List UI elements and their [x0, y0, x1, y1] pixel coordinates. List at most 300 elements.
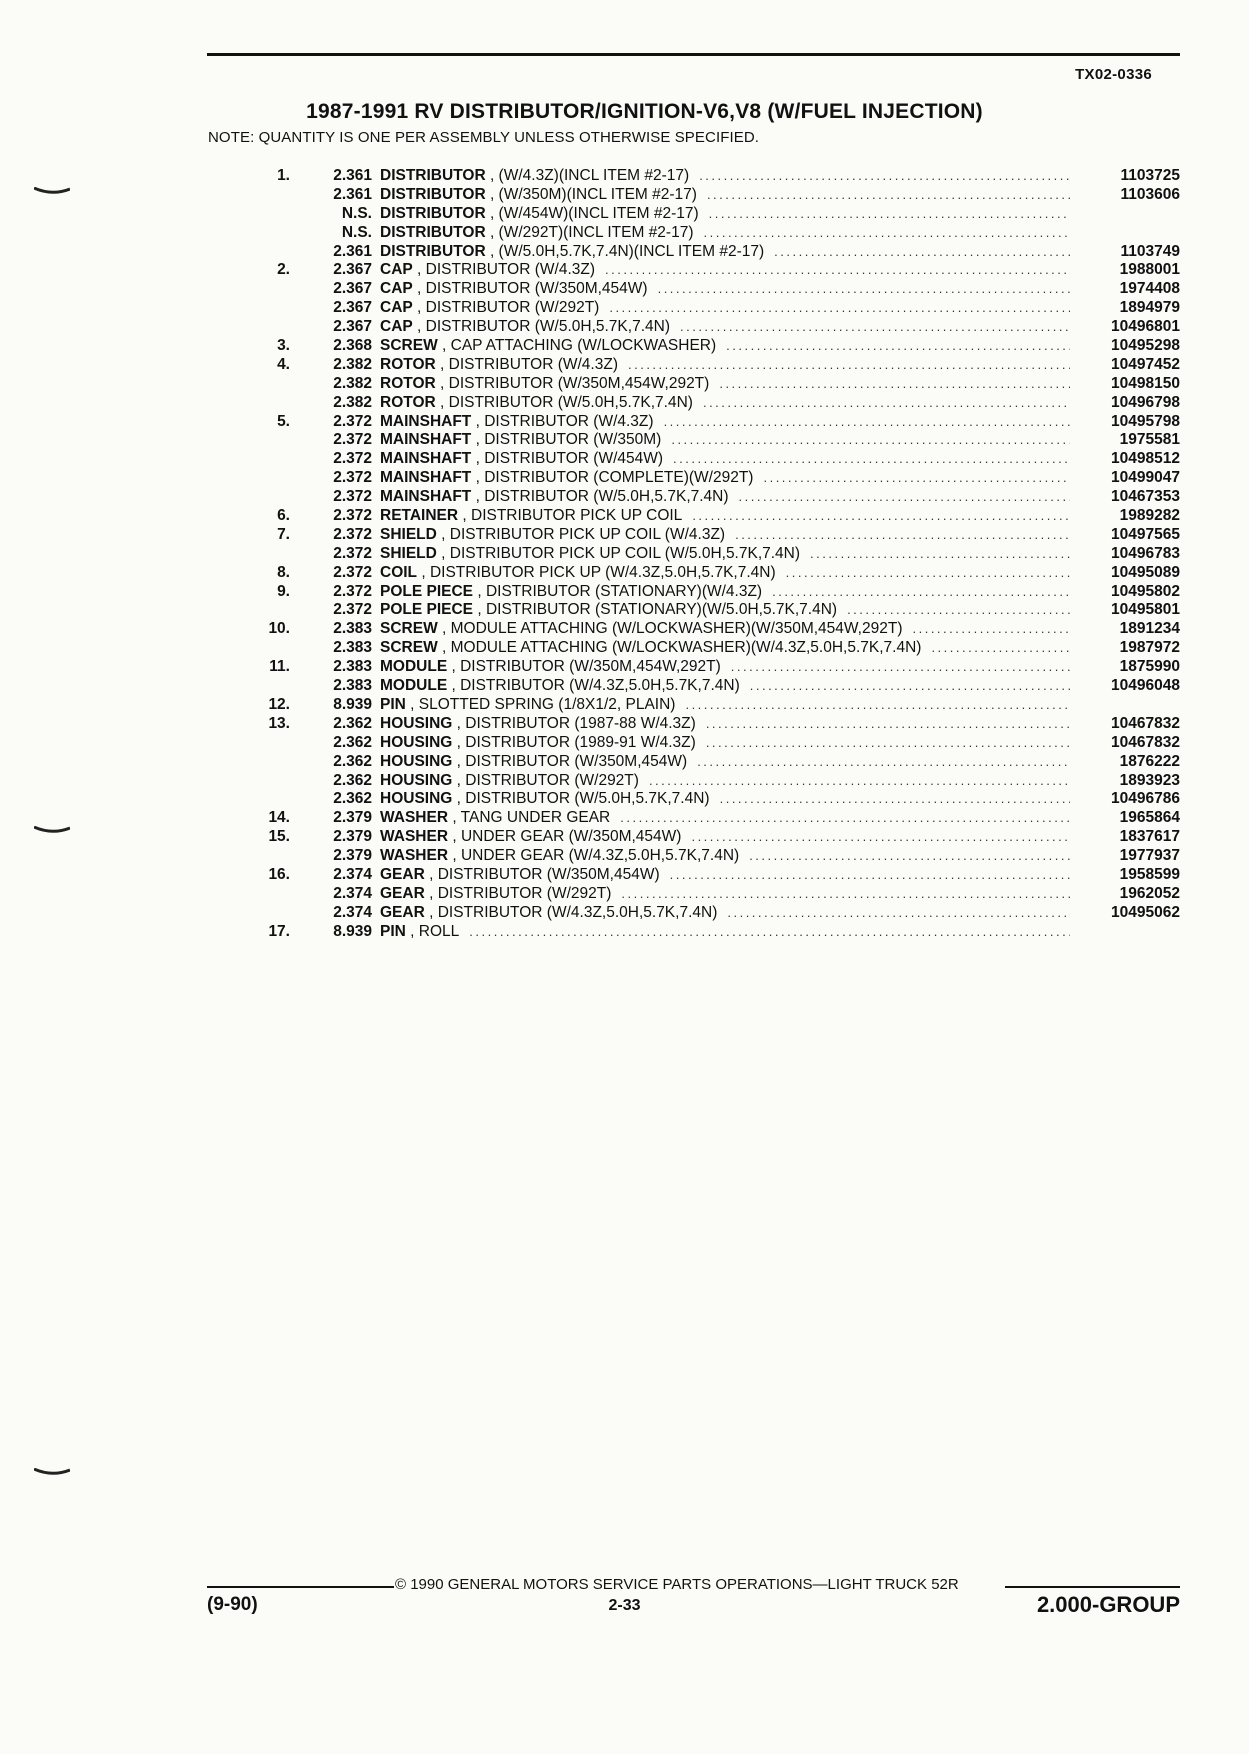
part-row [235, 224, 1180, 243]
part-row [235, 375, 1180, 394]
part-row [235, 431, 1180, 450]
part-name: GEAR [380, 865, 425, 883]
group-number: 2.382 [333, 355, 372, 373]
part-description [380, 299, 599, 318]
item-number: 10. [268, 620, 290, 638]
leader-dots [931, 639, 1070, 658]
group-number: 2.379 [333, 809, 372, 827]
part-number: 10496798 [1111, 393, 1180, 411]
part-detail: , DISTRIBUTOR (W/292T) [412, 299, 600, 317]
leader-dots [685, 696, 1070, 715]
part-name: MAINSHAFT [380, 488, 472, 506]
part-description [380, 639, 921, 658]
part-row [235, 715, 1180, 734]
part-detail: , (W/4.3Z)(INCL ITEM #2-17) [485, 167, 690, 184]
leader-dots [707, 186, 1070, 205]
part-row [235, 394, 1180, 413]
part-detail: , DISTRIBUTOR (W/5.0H,5.7K,7.4N) [435, 393, 693, 411]
part-description [380, 828, 681, 847]
part-detail: , DISTRIBUTOR (W/350M,454W) [412, 280, 648, 298]
group-number: 2.368 [333, 337, 372, 355]
leader-dots [735, 526, 1070, 545]
group-number: N.S. [341, 223, 372, 241]
part-row [235, 809, 1180, 828]
part-row [235, 734, 1180, 753]
part-description [380, 337, 716, 356]
part-detail: , DISTRIBUTOR (W/4.3Z,5.0H,5.7K,7.4N) [447, 677, 740, 695]
part-description [380, 243, 764, 262]
item-number: 13. [268, 714, 290, 732]
part-number: 10495801 [1111, 601, 1180, 619]
part-row [235, 885, 1180, 904]
part-row [235, 413, 1180, 432]
leader-dots [621, 885, 1070, 904]
leader-dots [658, 280, 1070, 299]
part-detail: , DISTRIBUTOR (W/4.3Z) [435, 355, 618, 373]
part-number: 10496783 [1111, 544, 1180, 562]
part-row [235, 866, 1180, 885]
group-number: 2.372 [333, 507, 372, 525]
item-number: 15. [268, 828, 290, 846]
leader-dots [620, 809, 1070, 828]
part-row [235, 620, 1180, 639]
part-name: CAP [380, 299, 413, 317]
part-row [235, 677, 1180, 696]
item-number: 7. [277, 525, 290, 543]
punch-mark-icon [34, 187, 70, 195]
part-row [235, 299, 1180, 318]
part-number: 10498150 [1111, 374, 1180, 392]
group-number: 2.372 [333, 563, 372, 581]
group-number: 2.372 [333, 450, 372, 468]
group-number: 2.367 [333, 318, 372, 336]
group-number: 2.372 [333, 601, 372, 619]
part-detail: , DISTRIBUTOR (1987-88 W/4.3Z) [452, 714, 696, 732]
group-number: 2.382 [333, 374, 372, 392]
part-name: SCREW [380, 620, 438, 638]
leader-dots [704, 224, 1071, 243]
leader-dots [709, 205, 1070, 224]
item-number: 17. [268, 922, 290, 940]
part-description [380, 734, 696, 753]
part-description [380, 809, 610, 828]
group-number: 2.362 [333, 790, 372, 808]
part-row [235, 753, 1180, 772]
part-number: 10495089 [1111, 563, 1180, 581]
leader-dots [680, 318, 1070, 337]
part-detail: , DISTRIBUTOR PICK UP COIL (W/5.0H,5.7K,7.4N) [436, 544, 801, 562]
group-number: 2.362 [333, 733, 372, 751]
group-number: 2.383 [333, 639, 372, 657]
leader-dots [727, 904, 1070, 923]
part-row [235, 772, 1180, 791]
part-name: MAINSHAFT [380, 469, 472, 487]
group-number: 2.372 [333, 525, 372, 543]
part-name: COIL [380, 563, 418, 581]
group-number: 2.361 [333, 167, 372, 184]
part-number: 1893923 [1119, 771, 1180, 789]
copyright-notice: © 1990 GENERAL MOTORS SERVICE PARTS OPERATIONS—LIGHT TRUCK 52R [395, 1576, 959, 1593]
group-number: 2.361 [333, 242, 372, 260]
part-row [235, 639, 1180, 658]
part-number: 10497452 [1111, 355, 1180, 373]
page-number: 2-33 [608, 1597, 641, 1614]
part-number: 10499047 [1111, 469, 1180, 487]
group-number: 2.367 [333, 299, 372, 317]
revision-date: (9-90) [207, 1594, 258, 1615]
leader-dots [609, 299, 1070, 318]
part-detail: , DISTRIBUTOR (W/454W) [471, 450, 664, 468]
part-number: 10495802 [1111, 582, 1180, 600]
part-detail: , DISTRIBUTOR PICK UP COIL (W/4.3Z) [436, 525, 726, 543]
part-number: 1987972 [1119, 639, 1180, 657]
leader-dots [664, 413, 1070, 432]
group-number: 2.379 [333, 828, 372, 846]
part-description [380, 450, 663, 469]
group-number: 2.372 [333, 412, 372, 430]
item-number: 2. [277, 261, 290, 279]
part-number: 10467832 [1111, 733, 1180, 751]
part-detail: , DISTRIBUTOR (W/4.3Z) [471, 412, 654, 430]
item-number: 9. [277, 582, 290, 600]
part-row [235, 847, 1180, 866]
part-number: 1962052 [1119, 884, 1180, 902]
part-number: 1977937 [1119, 847, 1180, 865]
part-number: 1103749 [1120, 242, 1180, 260]
part-row [235, 583, 1180, 602]
leader-dots [731, 658, 1070, 677]
part-detail: , DISTRIBUTOR (W/350M,454W,292T) [435, 374, 710, 392]
part-description [380, 488, 729, 507]
leader-dots [670, 866, 1070, 885]
part-number: 1958599 [1119, 865, 1180, 883]
part-description [380, 847, 739, 866]
part-description [380, 753, 687, 772]
part-detail: , ROLL [405, 922, 460, 940]
part-description [380, 696, 675, 715]
part-detail: , CAP ATTACHING (W/LOCKWASHER) [437, 337, 717, 355]
part-row [235, 507, 1180, 526]
group-number: 2.383 [333, 677, 372, 695]
quantity-note: NOTE: QUANTITY IS ONE PER ASSEMBLY UNLESS OTHERWISE SPECIFIED. [208, 129, 760, 146]
leader-dots [469, 923, 1070, 942]
item-number: 8. [277, 563, 290, 581]
leader-dots [774, 243, 1070, 262]
item-number: 16. [268, 865, 290, 883]
part-row [235, 186, 1180, 205]
footer-rule-right [1005, 1586, 1180, 1588]
part-number: 10495062 [1111, 903, 1180, 921]
leader-dots [692, 507, 1070, 526]
leader-dots [786, 564, 1070, 583]
part-description [380, 186, 697, 205]
part-name: DISTRIBUTOR [380, 223, 486, 241]
part-name: CAP [380, 280, 413, 298]
part-row [235, 488, 1180, 507]
leader-dots [810, 545, 1070, 564]
part-row [235, 167, 1180, 186]
part-detail: , DISTRIBUTOR PICK UP COIL [458, 507, 683, 525]
part-description [380, 318, 670, 337]
part-detail: , (W/292T)(INCL ITEM #2-17) [485, 223, 694, 241]
part-name: GEAR [380, 903, 425, 921]
leader-dots [706, 715, 1070, 734]
part-number: 10496786 [1111, 790, 1180, 808]
part-row [235, 828, 1180, 847]
part-detail: , TANG UNDER GEAR [448, 809, 611, 827]
item-number: 4. [277, 355, 290, 373]
part-row [235, 243, 1180, 262]
leader-dots [912, 620, 1070, 639]
part-detail: , DISTRIBUTOR (1989-91 W/4.3Z) [452, 733, 696, 751]
item-number: 14. [268, 809, 290, 827]
part-name: GEAR [380, 884, 425, 902]
part-number: 1965864 [1119, 809, 1180, 827]
part-description [380, 885, 611, 904]
part-detail: , DISTRIBUTOR (STATIONARY)(W/5.0H,5.7K,7.4N) [473, 601, 838, 619]
part-description [380, 620, 902, 639]
leader-dots [719, 375, 1070, 394]
part-description [380, 205, 699, 224]
item-number: 3. [277, 337, 290, 355]
part-name: CAP [380, 261, 413, 279]
group-number: 2.374 [333, 903, 372, 921]
leader-dots [697, 753, 1070, 772]
part-description [380, 904, 717, 923]
group-number: N.S. [341, 204, 372, 222]
leader-dots [739, 488, 1070, 507]
part-name: ROTOR [380, 374, 436, 392]
leader-dots [605, 261, 1070, 280]
part-description [380, 167, 689, 186]
parts-list [235, 167, 1180, 942]
part-number: 1103725 [1120, 167, 1180, 184]
leader-dots [726, 337, 1070, 356]
part-detail: , DISTRIBUTOR (W/5.0H,5.7K,7.4N) [412, 318, 670, 336]
part-number: 10467832 [1111, 714, 1180, 732]
part-name: MAINSHAFT [380, 450, 472, 468]
group-number: 8.939 [333, 695, 372, 713]
item-number: 5. [277, 412, 290, 430]
part-name: RETAINER [380, 507, 459, 525]
item-number: 11. [269, 658, 290, 676]
part-detail: , SLOTTED SPRING (1/8X1/2, PLAIN) [405, 695, 676, 713]
part-description [380, 923, 459, 942]
part-name: DISTRIBUTOR [380, 242, 486, 260]
part-row [235, 280, 1180, 299]
part-row [235, 601, 1180, 620]
part-number: 10467353 [1111, 488, 1180, 506]
punch-mark-icon [34, 1468, 70, 1476]
part-description [380, 413, 654, 432]
part-number: 1876222 [1119, 752, 1180, 770]
part-name: POLE PIECE [380, 601, 474, 619]
group-number: 2.374 [333, 884, 372, 902]
item-number: 12. [268, 695, 290, 713]
part-description [380, 469, 753, 488]
part-name: MODULE [380, 677, 448, 695]
part-name: WASHER [380, 828, 449, 846]
part-detail: , (W/350M)(INCL ITEM #2-17) [485, 185, 697, 203]
group-number: 2.367 [333, 280, 372, 298]
group-number: 2.372 [333, 488, 372, 506]
part-row [235, 790, 1180, 809]
part-name: PIN [380, 922, 406, 940]
part-detail: , DISTRIBUTOR (W/350M,454W) [452, 752, 688, 770]
part-detail: , UNDER GEAR (W/350M,454W) [448, 828, 682, 846]
group-number: 2.379 [333, 847, 372, 865]
part-description [380, 601, 837, 620]
footer-rule-left [207, 1586, 394, 1588]
part-name: HOUSING [380, 733, 453, 751]
leader-dots [750, 677, 1070, 696]
part-detail: , DISTRIBUTOR (W/4.3Z,5.0H,5.7K,7.4N) [424, 903, 718, 921]
part-name: WASHER [380, 809, 449, 827]
part-name: MAINSHAFT [380, 412, 472, 430]
group-number: 2.374 [333, 865, 372, 883]
part-row [235, 469, 1180, 488]
part-name: DISTRIBUTOR [380, 185, 486, 203]
part-name: SCREW [380, 639, 438, 657]
part-detail: , DISTRIBUTOR (W/292T) [452, 771, 639, 789]
part-row [235, 356, 1180, 375]
part-number: 1894979 [1119, 299, 1180, 317]
group-number: 2.372 [333, 469, 372, 487]
part-detail: , MODULE ATTACHING (W/LOCKWASHER)(W/4.3Z,5.0H,5.7K,7.4N) [437, 639, 922, 657]
part-description [380, 564, 776, 583]
document-number: TX02-0336 [1075, 66, 1152, 83]
part-name: MODULE [380, 658, 448, 676]
part-description [380, 356, 618, 375]
part-number: 10498512 [1111, 450, 1180, 468]
part-row [235, 564, 1180, 583]
leader-dots [691, 828, 1070, 847]
part-detail: , DISTRIBUTOR (W/292T) [424, 884, 612, 902]
part-name: SHIELD [380, 544, 437, 562]
leader-dots [772, 583, 1070, 602]
part-detail: , (W/454W)(INCL ITEM #2-17) [485, 204, 699, 222]
group-label: 2.000-GROUP [1036, 1592, 1180, 1617]
part-detail: , DISTRIBUTOR PICK UP (W/4.3Z,5.0H,5.7K,7.4N) [417, 563, 776, 581]
part-name: ROTOR [380, 393, 436, 411]
part-description [380, 583, 762, 602]
group-number: 2.383 [333, 620, 372, 638]
part-description [380, 715, 696, 734]
part-number: 10496048 [1111, 677, 1180, 695]
part-name: DISTRIBUTOR [380, 167, 486, 184]
part-description [380, 280, 648, 299]
group-number: 8.939 [333, 922, 372, 940]
part-row [235, 545, 1180, 564]
leader-dots [703, 394, 1070, 413]
group-number: 2.362 [333, 771, 372, 789]
group-number: 2.367 [333, 261, 372, 279]
part-number: 1103606 [1120, 185, 1180, 203]
leader-dots [749, 847, 1070, 866]
part-number: 10496801 [1111, 318, 1180, 336]
part-number: 1975581 [1119, 431, 1180, 449]
part-detail: , MODULE ATTACHING (W/LOCKWASHER)(W/350M,454W,292T) [437, 620, 903, 638]
item-number: 1. [277, 167, 290, 184]
part-description [380, 261, 595, 280]
part-detail: , DISTRIBUTOR (W/5.0H,5.7K,7.4N) [471, 488, 729, 506]
part-name: CAP [380, 318, 413, 336]
group-number: 2.382 [333, 393, 372, 411]
part-row [235, 923, 1180, 942]
group-number: 2.372 [333, 431, 372, 449]
part-row [235, 526, 1180, 545]
leader-dots [673, 450, 1070, 469]
part-name: SCREW [380, 337, 438, 355]
part-detail: , UNDER GEAR (W/4.3Z,5.0H,5.7K,7.4N) [448, 847, 740, 865]
part-name: HOUSING [380, 752, 453, 770]
item-number: 6. [277, 507, 290, 525]
part-row [235, 261, 1180, 280]
part-row [235, 658, 1180, 677]
group-number: 2.372 [333, 582, 372, 600]
part-number: 10495298 [1111, 337, 1180, 355]
header-rule [207, 53, 1180, 56]
leader-dots [763, 469, 1070, 488]
part-detail: , DISTRIBUTOR (COMPLETE)(W/292T) [471, 469, 754, 487]
part-detail: , (W/5.0H,5.7K,7.4N)(INCL ITEM #2-17) [485, 242, 765, 260]
group-number: 2.372 [333, 544, 372, 562]
page-title [0, 100, 1249, 124]
part-name: HOUSING [380, 790, 453, 808]
part-number: 1988001 [1119, 261, 1180, 279]
part-row [235, 696, 1180, 715]
part-number: 1989282 [1119, 507, 1180, 525]
part-number: 1974408 [1119, 280, 1180, 298]
part-detail: , DISTRIBUTOR (W/350M,454W) [424, 865, 660, 883]
group-number: 2.362 [333, 714, 372, 732]
part-name: MAINSHAFT [380, 431, 472, 449]
part-row [235, 904, 1180, 923]
part-description [380, 677, 740, 696]
part-name: POLE PIECE [380, 582, 474, 600]
part-name: PIN [380, 695, 406, 713]
part-description [380, 658, 721, 677]
part-detail: , DISTRIBUTOR (STATIONARY)(W/4.3Z) [473, 582, 763, 600]
part-detail: , DISTRIBUTOR (W/4.3Z) [412, 261, 596, 279]
part-row [235, 337, 1180, 356]
leader-dots [699, 167, 1070, 186]
leader-dots [649, 772, 1070, 791]
part-name: ROTOR [380, 355, 436, 373]
part-description [380, 790, 710, 809]
group-number: 2.383 [333, 658, 372, 676]
leader-dots [847, 601, 1070, 620]
part-description [380, 507, 682, 526]
page-title-text: 1987-1991 RV DISTRIBUTOR/IGNITION-V6,V8 (W/FUEL INJECTION) [306, 100, 983, 123]
group-number: 2.362 [333, 752, 372, 770]
part-row [235, 318, 1180, 337]
part-row [235, 205, 1180, 224]
leader-dots [628, 356, 1070, 375]
part-description [380, 394, 693, 413]
part-number: 1875990 [1119, 658, 1180, 676]
part-name: WASHER [380, 847, 449, 865]
part-detail: , DISTRIBUTOR (W/5.0H,5.7K,7.4N) [452, 790, 710, 808]
part-row [235, 450, 1180, 469]
part-name: HOUSING [380, 771, 453, 789]
part-description [380, 772, 639, 791]
leader-dots [720, 790, 1070, 809]
part-detail: , DISTRIBUTOR (W/350M,454W,292T) [447, 658, 721, 676]
part-name: DISTRIBUTOR [380, 204, 486, 222]
part-description [380, 375, 709, 394]
part-description [380, 526, 725, 545]
